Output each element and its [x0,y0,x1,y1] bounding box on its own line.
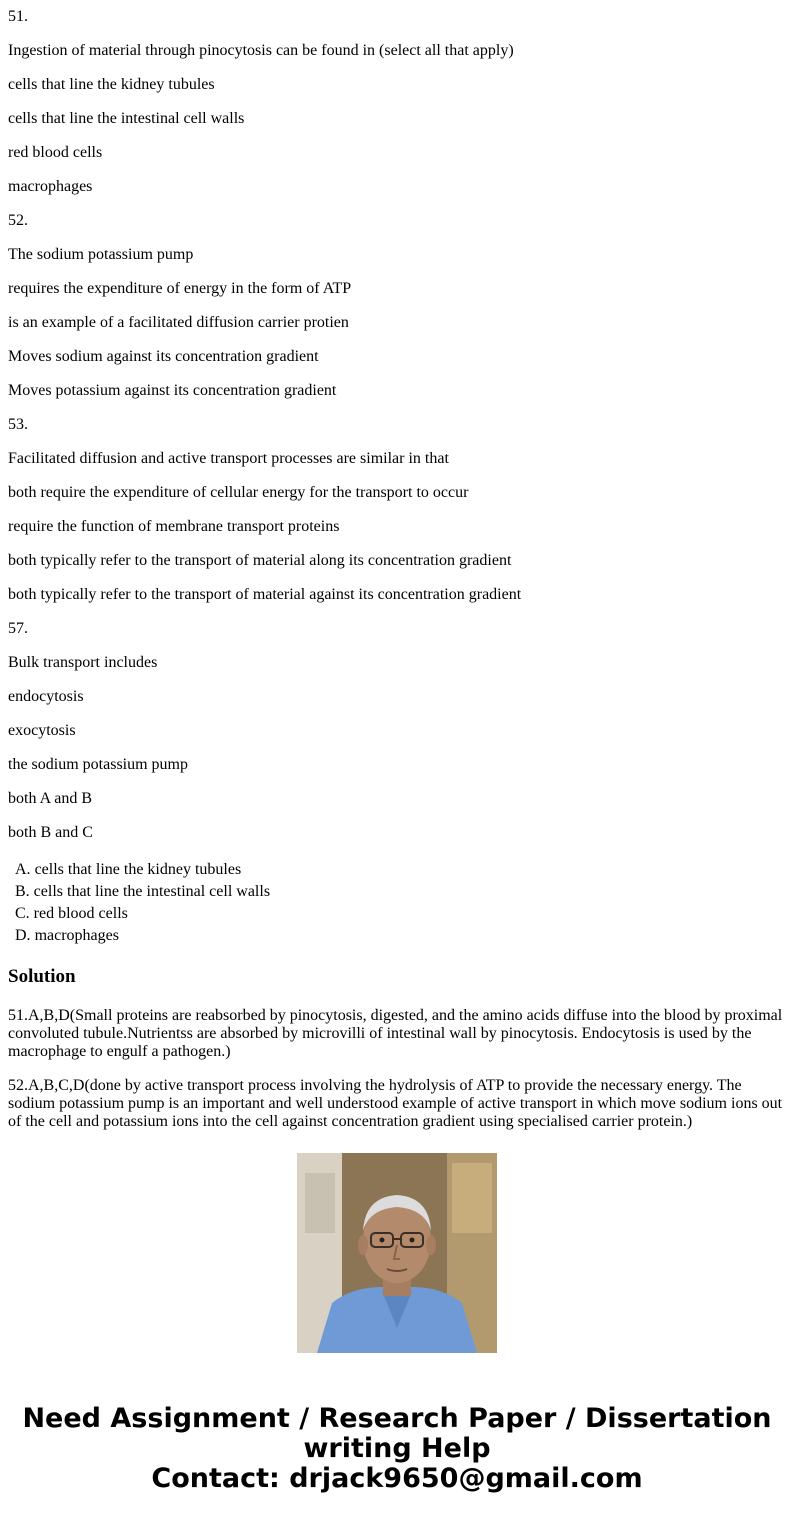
question-option: both require the expenditure of cellular energy for the transport to occur [8,484,469,501]
question-option: endocytosis [8,688,84,705]
question-number: 52. [8,212,28,229]
list-letter: A. [15,861,31,878]
question-option: Moves potassium against its concentration gradient [8,382,337,399]
list-letter: B. [15,883,30,900]
question-option: requires the expenditure of energy in the form of ATP [8,280,352,297]
question-option: require the function of membrane transport proteins [8,518,340,535]
question-number: 51. [8,8,28,25]
list-text: red blood cells [33,905,128,922]
list-text: macrophages [34,927,119,944]
list-text: cells that line the kidney tubules [34,861,242,878]
question-number: 53. [8,416,28,433]
list-letter: C. [15,905,30,922]
avatar [297,1153,497,1353]
person-photo-icon [297,1153,497,1353]
question-option: macrophages [8,178,93,195]
question-prompt: Facilitated diffusion and active transport processes are similar in that [8,450,449,467]
solution-heading: Solution [8,966,76,987]
question-option: is an example of a facilitated diffusion carrier protien [8,314,349,331]
list-item [8,881,270,903]
list-item [8,903,270,925]
question-option: red blood cells [8,144,103,161]
solution-paragraph: 52.A,B,C,D(done by active transport process involving the hydrolysis of ATP to provide the necessary energy. The sodium potassium pump is an important and well understood example of active transport in which move sodium ions out of the cell and potassium ions into the cell against concentration gradient using specialised carrier protein.) [8,1077,783,1130]
solution-paragraph: 51.A,B,D(Small proteins are reabsorbed by pinocytosis, digested, and the amino acids diffuse into the blood by proximal convoluted tubule.Nutrientss are absorbed by microvilli of intestinal wall by pinocytosis. Endocytosis is used by the macrophage to engulf a pathogen.) [8,1007,783,1060]
question-option: the sodium potassium pump [8,756,188,773]
list-letter: D. [15,927,31,944]
question-prompt: The sodium potassium pump [8,246,194,263]
question-number: 57. [8,620,28,637]
list-item [8,859,270,881]
question-option: both B and C [8,824,93,841]
question-option: cells that line the intestinal cell walls [8,110,245,127]
promo-contact: Contact: drjack9650@gmail.com [151,1463,643,1494]
list-item [8,925,270,947]
question-option: both typically refer to the transport of material against its concentration gradient [8,586,522,603]
question-option: Moves sodium against its concentration gradient [8,348,319,365]
lettered-option-list [8,859,270,947]
question-option: exocytosis [8,722,76,739]
question-prompt: Bulk transport includes [8,654,158,671]
solution-body [8,1007,786,1130]
promo-line: writing Help [303,1433,491,1464]
list-text: cells that line the intestinal cell walls [33,883,271,900]
question-option: both A and B [8,790,93,807]
promo-line: Need Assignment / Research Paper / Dissertation [22,1403,772,1434]
promo-banner [0,1404,794,1494]
question-prompt: Ingestion of material through pinocytosis can be found in (select all that apply) [8,42,514,59]
question-option: both typically refer to the transport of material along its concentration gradient [8,552,512,569]
question-option: cells that line the kidney tubules [8,76,215,93]
